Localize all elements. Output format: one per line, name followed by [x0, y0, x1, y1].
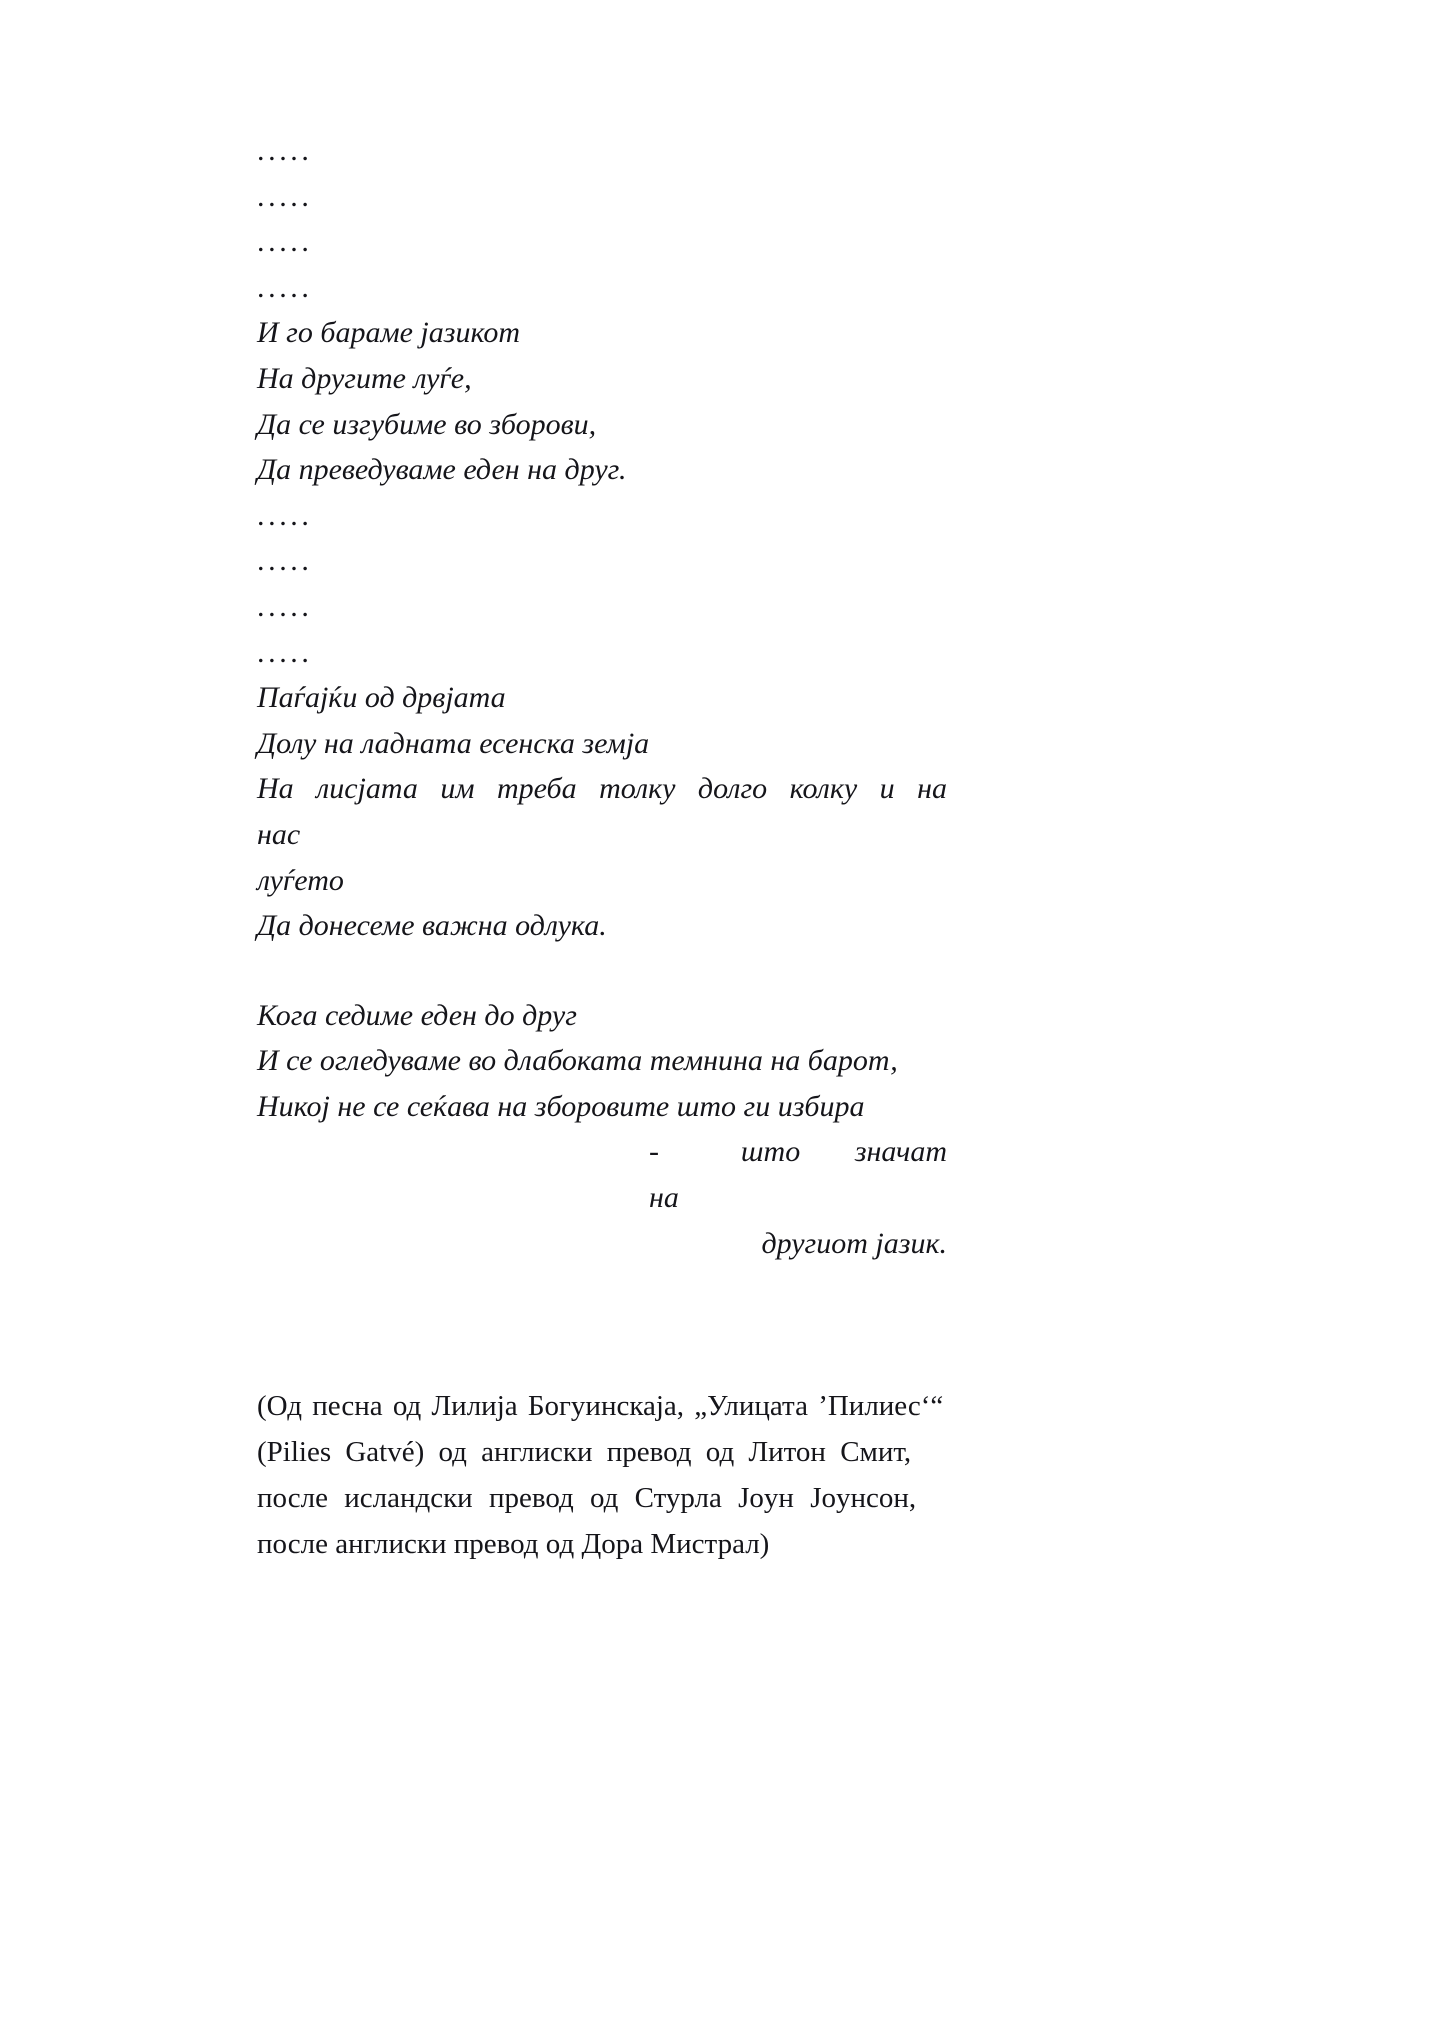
attribution-line: после исландски превод од Стурла Јоyн Јоyнсон,	[257, 1481, 917, 1514]
dot-separator-line: .....	[257, 589, 313, 623]
dot-separator-line: .....	[257, 635, 313, 669]
poem-line: И се огледуваме во длабоката темнина на барот,	[257, 1044, 898, 1078]
poem-line: луѓето	[257, 863, 344, 897]
poem-line: Долу на ладната есенска земја	[257, 726, 650, 760]
poem-line: Да се изгубиме во зборови,	[257, 407, 597, 441]
attribution-line: (Pilies Gatvé) од англиски превод од Литон Смит,	[257, 1436, 912, 1469]
dot-separator-line: .....	[257, 544, 313, 578]
poem-line: На другите луѓе,	[257, 361, 472, 395]
poem-line-justified: На лисјата им треба толку долго колку и на нас	[257, 772, 967, 851]
dot-separator-line: .....	[257, 498, 313, 532]
attribution-paragraph	[257, 1384, 947, 1567]
poem-line: Да преведуваме еден на друг.	[257, 453, 627, 487]
page-content	[257, 128, 990, 1568]
poem-line: Да донесеме важна одлука.	[257, 909, 607, 943]
stanza-gap	[257, 949, 947, 993]
poem-line-indented: - што значат на	[649, 1135, 990, 1215]
poem-line-indented: другиот јазик.	[761, 1226, 947, 1260]
poem-line: И го бараме јазикот	[257, 316, 521, 350]
dot-separator-line: .....	[257, 179, 313, 213]
attribution-line: (Од песна од Лилија Богуинскаја, „Улицата ’Пилиес‘“	[257, 1390, 944, 1423]
poem-line: Паѓајќи од дрвјата	[257, 681, 506, 715]
poem-line: Кога седиме еден до друг	[257, 998, 577, 1032]
poem-body	[257, 128, 990, 1266]
dot-separator-line: .....	[257, 270, 313, 304]
attribution-line: после англиски превод од Дора Мистрал)	[257, 1527, 770, 1560]
dot-separator-line: .....	[257, 134, 313, 167]
dot-separator-line: .....	[257, 225, 313, 259]
poem-line: Никој не се сеќава на зборовите што ги избира	[257, 1089, 865, 1123]
